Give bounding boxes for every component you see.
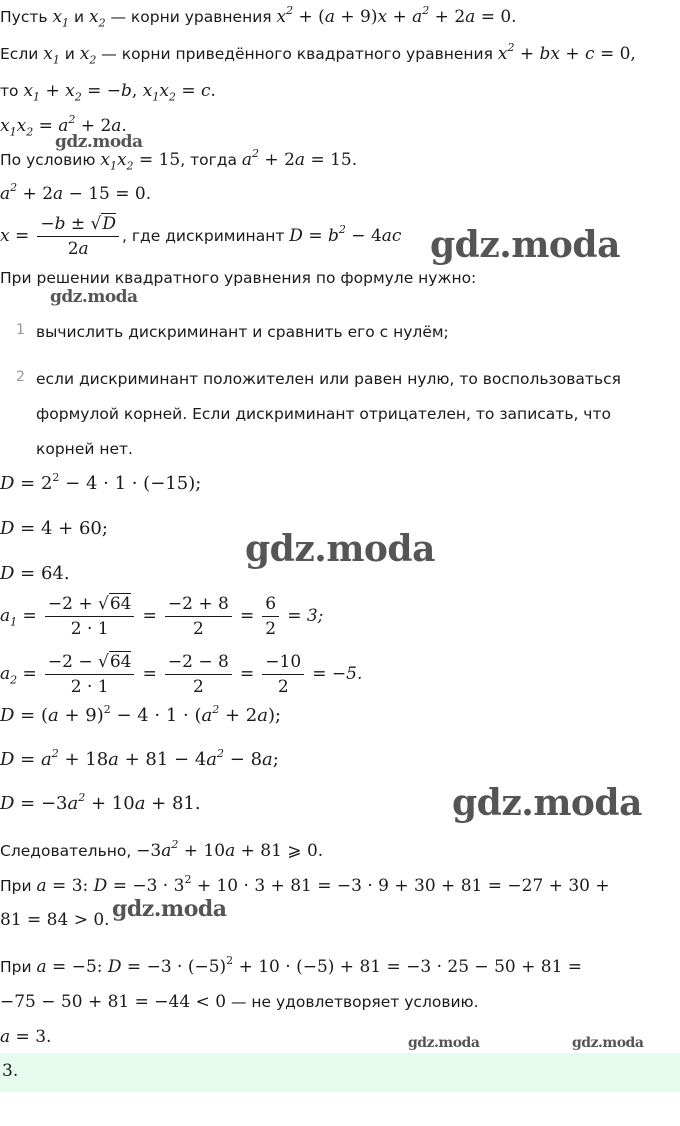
math: = 3;	[287, 606, 324, 626]
root-a2	[0, 652, 362, 697]
text: Пусть	[0, 8, 53, 26]
watermark: gdz.moda	[245, 528, 435, 570]
watermark: gdz.moda	[452, 782, 642, 824]
math: −75 − 50 + 81 = −44 < 0	[0, 992, 227, 1012]
math: $x_1 + x_2 = -b$, $x_1x_2 = c$.	[23, 81, 216, 104]
math: $x^2 + (a + 9)x + a^2 + 2a = 0$.	[276, 4, 517, 27]
fraction: $\frac{-2 - √64}{2 \cdot 1}$	[45, 652, 135, 697]
text: то	[0, 82, 24, 100]
math: $x_1$	[43, 44, 60, 67]
root-a1	[0, 594, 323, 639]
line-2	[0, 43, 636, 65]
text: По условию	[0, 151, 101, 169]
fraction: $\frac{-2 + 8}{2}$	[165, 594, 232, 639]
math: =	[239, 664, 255, 684]
step-number: 2	[16, 369, 25, 385]
fraction: $\frac{-10}{2}$	[262, 652, 304, 697]
math: $x_1$	[52, 7, 70, 30]
answer-box	[0, 1053, 680, 1092]
result: a = 3.	[0, 1027, 52, 1047]
text: Если	[0, 45, 44, 63]
line-7	[0, 214, 401, 259]
math: x =	[0, 226, 30, 246]
math: $x^2$ + bx + c = 0,	[497, 41, 636, 64]
watermark: gdz.moda	[55, 132, 143, 152]
line-6	[0, 183, 151, 205]
math: $x_2$	[88, 7, 106, 30]
line-consequently	[0, 840, 323, 862]
answer-text: 3.	[2, 1061, 19, 1081]
math: = −5.	[312, 664, 363, 684]
math: a = −5: $D = -3 \cdot (-5)^2 + 10 \cdot (-5) + 81 = -3 \cdot 25 - 50 + 81$ =	[36, 954, 583, 977]
equation: $D = -3a^2 + 10a + 81$.	[0, 791, 201, 814]
text: — корни уравнения	[105, 8, 277, 26]
watermark: gdz.moda	[408, 1035, 480, 1051]
math: $a^2 + 2a = 15$.	[241, 147, 358, 170]
math: $a_1$ =	[0, 606, 37, 629]
text: , тогда	[180, 151, 242, 169]
math: $x_2$	[79, 44, 97, 67]
fraction: $\frac{6}{2}$	[262, 594, 279, 639]
line-a3-cont: 81 = 84 > 0.	[0, 910, 110, 930]
equation: $D = 2^2 - 4 \cdot 1 \cdot (-15)$;	[0, 471, 202, 494]
text: и	[59, 45, 80, 63]
step-text: формулой корней. Если дискриминант отрицателен, то записать, что	[36, 405, 611, 423]
line-a-5	[0, 956, 582, 978]
equation: $D = (a + 9)^2 - 4 \cdot 1 \cdot (a^2 + 2a)$;	[0, 703, 282, 726]
text: — не удовлетворяет условию.	[226, 993, 479, 1011]
math: $a^2 + 2a - 15 = 0$.	[0, 181, 152, 204]
text: , где дискриминант	[122, 227, 290, 245]
equation: D = 64.	[0, 563, 70, 584]
text: и	[69, 8, 89, 26]
fraction: $\frac{-2 - 8}{2}$	[165, 652, 232, 697]
text: Следовательно,	[0, 842, 137, 860]
text: При	[0, 877, 37, 895]
equation: D = 4 + 60;	[0, 518, 108, 539]
line-a-5-cont	[0, 991, 479, 1013]
math: =	[142, 606, 157, 626]
fraction: $\frac{-2 + √64}{2 \cdot 1}$	[45, 594, 135, 639]
line-1	[0, 6, 517, 28]
watermark: gdz.moda	[50, 287, 138, 307]
text: — корни приведённого квадратного уравнения	[96, 45, 498, 63]
math: $x_1x_2 = 15$	[100, 150, 181, 173]
watermark: gdz.moda	[430, 224, 620, 266]
math: =	[142, 664, 157, 684]
math: $x_1x_2 = a^2 + 2a$.	[0, 113, 127, 139]
math: =	[239, 606, 255, 626]
equation: $D = a^2 + 18a + 81 - 4a^2 - 8a$;	[0, 747, 279, 770]
watermark: gdz.moda	[112, 896, 227, 922]
line-5	[0, 149, 357, 171]
math: $a_2$ =	[0, 664, 37, 687]
math: $-3a^2 + 10a + 81$ ⩾ 0.	[136, 838, 324, 861]
math: a = 3: $D = -3 \cdot 3^2 + 10 \cdot 3 + 81 = -3 \cdot 9 + 30 + 81 = -27 + 30$ +	[36, 873, 610, 896]
line-8: При решении квадратного уравнения по формуле нужно:	[0, 269, 477, 287]
fraction: $\frac{-b \pm √D}{2a}$	[37, 214, 119, 259]
step-number: 1	[16, 322, 25, 338]
line-3	[0, 80, 216, 102]
step-text: если дискриминант положителен или равен нулю, то воспользоваться	[36, 370, 621, 388]
math: $D = b^2 - 4ac$	[289, 223, 402, 246]
step-text: вычислить дискриминант и сравнить его с нулём;	[36, 323, 449, 341]
watermark: gdz.moda	[572, 1035, 644, 1051]
text: При	[0, 958, 37, 976]
step-text: корней нет.	[36, 440, 133, 458]
line-a3	[0, 875, 610, 897]
